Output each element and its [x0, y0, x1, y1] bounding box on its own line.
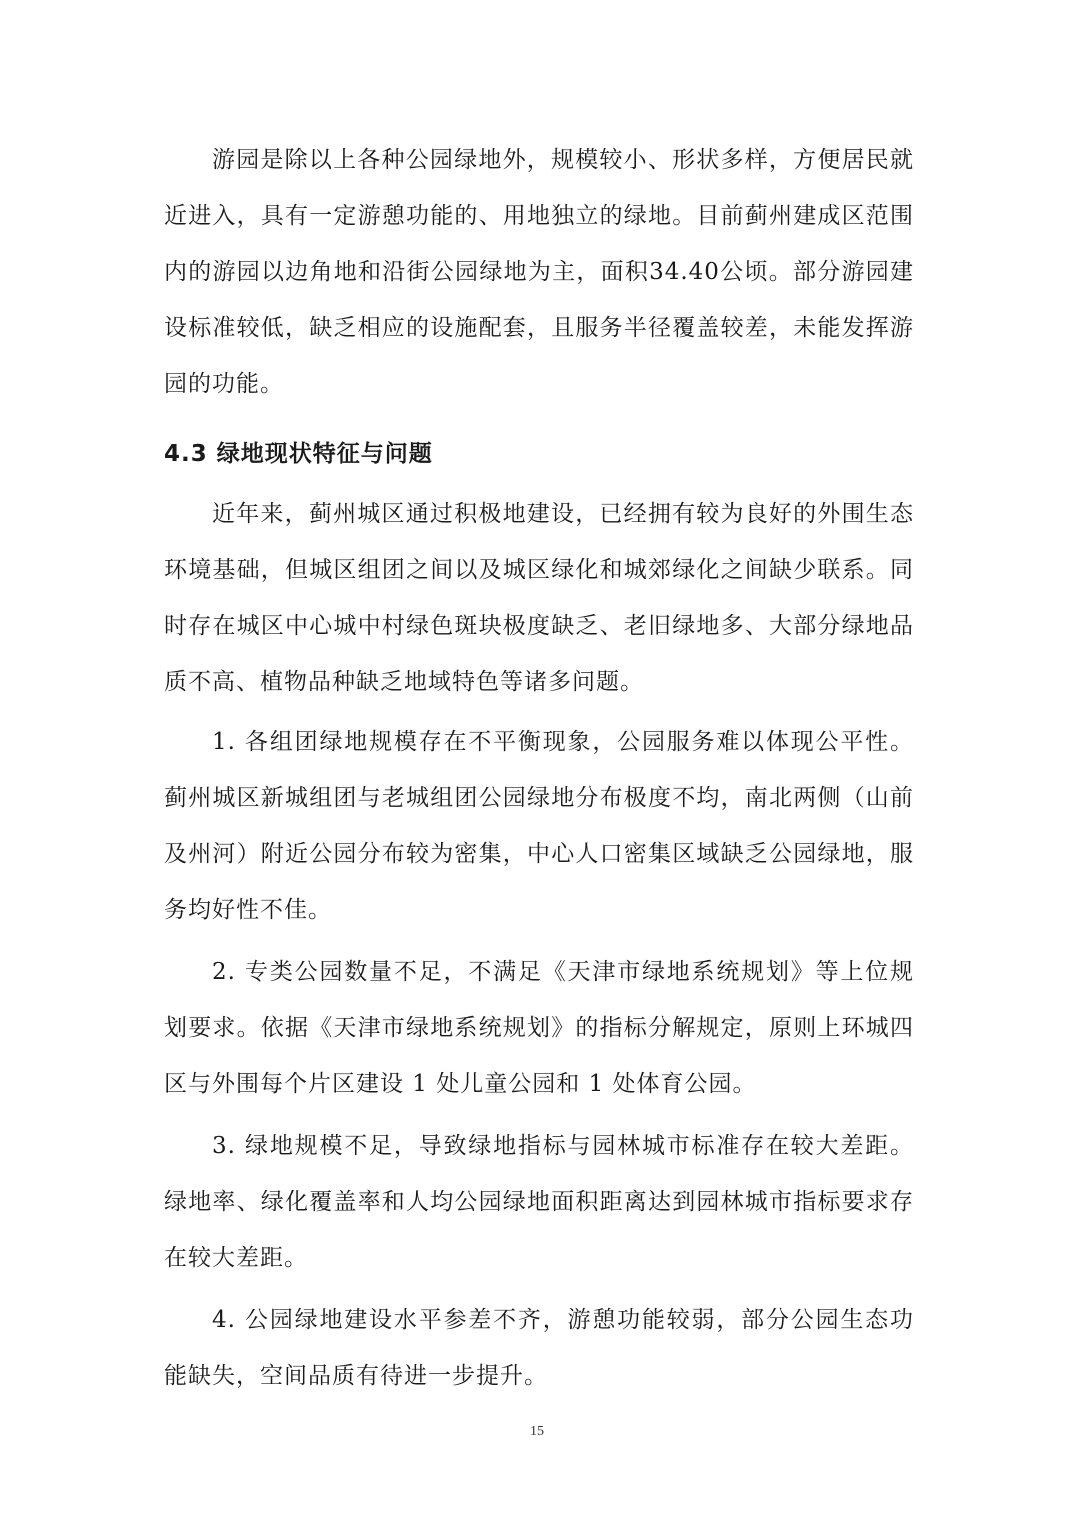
- list-item-1: 1. 各组团绿地规模存在不平衡现象，公园服务难以体现公平性。蓟州城区新城组团与老城组团公园绿地分布极度不均，南北两侧（山前及州河）附近公园分布较为密集，中心人口密集区域缺乏公园绿地，服务均好性不佳。: [164, 729, 914, 923]
- paragraph-status-overview: 近年来，蓟州城区通过积极地建设，已经拥有较为良好的外围生态环境基础，但城区组团之间以及城区绿化和城郊绿化之间缺少联系。同时存在城区中心城中村绿色斑块极度缺乏、老旧绿地多、大部分绿地品质不高、植物品种缺乏地域特色等诸多问题。: [164, 501, 914, 695]
- paragraph-park-gardens: 游园是除以上各种公园绿地外，规模较小、形状多样，方便居民就近进入，具有一定游憩功能的、用地独立的绿地。目前蓟州建成区范围内的游园以边角地和沿街公园绿地为主，面积34.40公顷。部分游园建设标准较低，缺乏相应的设施配套，且服务半径覆盖较差，未能发挥游园的功能。: [164, 147, 914, 397]
- list-item-3: 3. 绿地规模不足，导致绿地指标与园林城市标准存在较大差距。绿地率、绿化覆盖率和人均公园绿地面积距离达到园林城市指标要求存在较大差距。: [164, 1133, 914, 1271]
- page-content: [164, 132, 914, 1410]
- list-item-2: 2. 专类公园数量不足，不满足《天津市绿地系统规划》等上位规划要求。依据《天津市绿地系统规划》的指标分解规定，原则上环城四区与外围每个片区建设 1 处儿童公园和 1 处体育公园。: [164, 959, 914, 1097]
- list-item-4: 4. 公园绿地建设水平参差不齐，游憩功能较弱，部分公园生态功能缺失，空间品质有待进一步提升。: [164, 1307, 914, 1389]
- page-number: 15: [530, 1424, 544, 1439]
- section-heading-4-3: 4.3 绿地现状特征与问题: [164, 441, 433, 467]
